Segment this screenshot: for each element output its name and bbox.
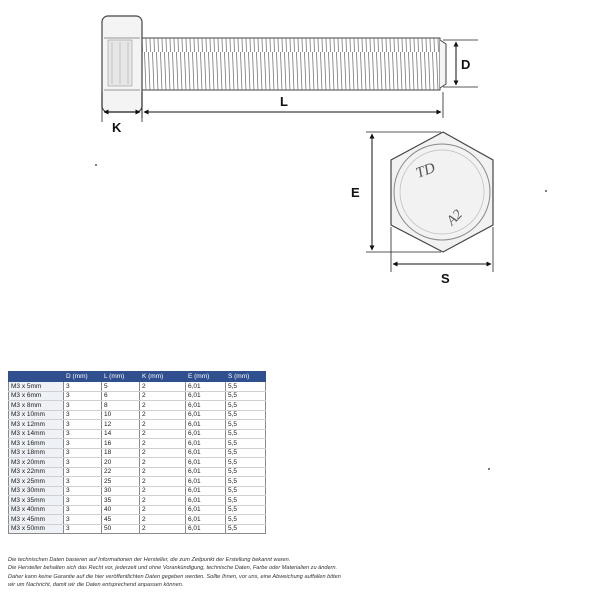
speck [545, 190, 547, 192]
table-cell: 2 [140, 420, 186, 430]
table-cell-size: M3 x 20mm [9, 458, 64, 468]
table-cell: 6,01 [186, 401, 226, 411]
table-cell: 45 [102, 515, 140, 525]
table-cell: 2 [140, 448, 186, 458]
table-cell-size: M3 x 22mm [9, 467, 64, 477]
table-cell: 6 [102, 391, 140, 401]
table-cell: 25 [102, 477, 140, 487]
dimension-e-label: E [351, 185, 360, 200]
table-cell: 2 [140, 486, 186, 496]
table-cell: 3 [64, 391, 102, 401]
table-cell: 3 [64, 429, 102, 439]
table-cell: 5,5 [226, 524, 266, 534]
dimension-l-label: L [280, 94, 288, 109]
table-cell: 6,01 [186, 467, 226, 477]
table-cell: 6,01 [186, 496, 226, 506]
table-row [9, 505, 266, 515]
table-cell: 5,5 [226, 410, 266, 420]
table-row [9, 524, 266, 534]
table-cell: 5,5 [226, 448, 266, 458]
disclaimer-line: Die technischen Daten basieren auf Informationen der Hersteller, die zum Zeitpunkt der Erstellung bekannt waren. [8, 557, 291, 563]
table-cell-size: M3 x 45mm [9, 515, 64, 525]
table-row [9, 458, 266, 468]
dimension-d-label: D [461, 57, 471, 72]
speck [488, 468, 490, 470]
table-cell: 10 [102, 410, 140, 420]
table-cell: 2 [140, 515, 186, 525]
table-cell-size: M3 x 50mm [9, 524, 64, 534]
table-row [9, 496, 266, 506]
table-cell: 6,01 [186, 410, 226, 420]
table-header-cell: E (mm) [186, 372, 226, 382]
disclaimer-line: wir um Nachricht, damit wir die Daten entsprechend anpassen können. [8, 582, 184, 589]
head-marking-a2: A2 [444, 207, 466, 229]
table-row [9, 486, 266, 496]
table-row [9, 439, 266, 449]
table-cell-size: M3 x 25mm [9, 477, 64, 487]
table-cell-size: M3 x 40mm [9, 505, 64, 515]
table-row [9, 477, 266, 487]
table-cell: 6,01 [186, 391, 226, 401]
table-cell: 3 [64, 505, 102, 515]
table-cell: 14 [102, 429, 140, 439]
table-header-cell: L (mm) [102, 372, 140, 382]
table-cell: 2 [140, 410, 186, 420]
table-cell: 2 [140, 382, 186, 392]
table-cell: 6,01 [186, 458, 226, 468]
table-row [9, 429, 266, 439]
bolt-shank [142, 38, 440, 90]
dimension-s-label: S [441, 271, 450, 286]
table-cell: 6,01 [186, 382, 226, 392]
table-cell: 2 [140, 458, 186, 468]
table-cell: 5,5 [226, 515, 266, 525]
dimension-l [142, 92, 443, 118]
table-cell-size: M3 x 30mm [9, 486, 64, 496]
table-cell: 2 [140, 496, 186, 506]
table-cell: 3 [64, 439, 102, 449]
table-cell: 5,5 [226, 391, 266, 401]
table-cell: 2 [140, 401, 186, 411]
disclaimer-line: Die Hersteller behalten sich das Recht vor, jederzeit und ohne Vorankündigung, technische Daten, Farbe oder Materialien zu ändern. [8, 565, 338, 572]
table-cell-size: M3 x 5mm [9, 382, 64, 392]
disclaimer [8, 556, 408, 590]
table-cell: 6,01 [186, 477, 226, 487]
table-cell: 5,5 [226, 486, 266, 496]
table-cell: 6,01 [186, 505, 226, 515]
table-cell: 16 [102, 439, 140, 449]
table-cell: 5,5 [226, 439, 266, 449]
table-cell: 5,5 [226, 496, 266, 506]
table-header-cell: S (mm) [226, 372, 266, 382]
table-row [9, 420, 266, 430]
table-cell: 5 [102, 382, 140, 392]
table-row [9, 410, 266, 420]
table-cell: 3 [64, 448, 102, 458]
table-cell: 6,01 [186, 515, 226, 525]
bolt-head-top-view [391, 132, 493, 252]
table-cell: 5,5 [226, 505, 266, 515]
bolt-side-view [102, 16, 446, 112]
table-cell-size: M3 x 8mm [9, 401, 64, 411]
table-header-row [9, 372, 266, 382]
table-row [9, 515, 266, 525]
table-cell: 3 [64, 401, 102, 411]
head-marking-td: TD [413, 160, 438, 182]
spec-table [8, 371, 266, 534]
table-cell: 18 [102, 448, 140, 458]
table-cell: 3 [64, 477, 102, 487]
speck [95, 164, 97, 166]
table-cell: 2 [140, 477, 186, 487]
table-cell: 5,5 [226, 382, 266, 392]
dimension-d [443, 40, 478, 87]
table-cell-size: M3 x 14mm [9, 429, 64, 439]
table-cell: 2 [140, 524, 186, 534]
table-cell-size: M3 x 16mm [9, 439, 64, 449]
table-cell: 2 [140, 467, 186, 477]
table-cell: 3 [64, 467, 102, 477]
table-cell-size: M3 x 10mm [9, 410, 64, 420]
table-cell: 50 [102, 524, 140, 534]
table-header-cell: K (mm) [140, 372, 186, 382]
table-cell: 2 [140, 439, 186, 449]
table-cell: 20 [102, 458, 140, 468]
table-row [9, 391, 266, 401]
table-body [9, 382, 266, 534]
table-cell: 3 [64, 496, 102, 506]
table-cell: 6,01 [186, 420, 226, 430]
table-cell: 5,5 [226, 467, 266, 477]
table-cell: 30 [102, 486, 140, 496]
table-cell: 6,01 [186, 486, 226, 496]
table-cell: 6,01 [186, 448, 226, 458]
table-cell: 2 [140, 429, 186, 439]
table-cell: 40 [102, 505, 140, 515]
table-row [9, 448, 266, 458]
table-cell: 5,5 [226, 458, 266, 468]
table-cell-size: M3 x 18mm [9, 448, 64, 458]
table-cell: 6,01 [186, 429, 226, 439]
table-header-cell: D (mm) [64, 372, 102, 382]
disclaimer-line: Daher kann keine Garantie auf die hier veröffentlichten Daten gegeben werden. Sollte Ihnen, vor uns, eine Abweichung auffallen bitten [8, 573, 341, 580]
table-cell: 3 [64, 382, 102, 392]
table-cell: 3 [64, 486, 102, 496]
table-cell: 5,5 [226, 429, 266, 439]
table-cell: 2 [140, 391, 186, 401]
table-cell-size: M3 x 6mm [9, 391, 64, 401]
table-cell-size: M3 x 12mm [9, 420, 64, 430]
table-row [9, 382, 266, 392]
table-cell: 3 [64, 410, 102, 420]
table-cell: 35 [102, 496, 140, 506]
table-cell: 8 [102, 401, 140, 411]
table-cell: 3 [64, 420, 102, 430]
table-header-cell [9, 372, 64, 382]
table-cell: 22 [102, 467, 140, 477]
table-cell: 3 [64, 458, 102, 468]
table-cell-size: M3 x 35mm [9, 496, 64, 506]
table-cell: 5,5 [226, 401, 266, 411]
table-cell: 5,5 [226, 420, 266, 430]
table-row [9, 401, 266, 411]
table-cell: 6,01 [186, 524, 226, 534]
table-cell: 6,01 [186, 439, 226, 449]
table-cell: 3 [64, 524, 102, 534]
table-cell: 3 [64, 515, 102, 525]
dimension-k-label: K [112, 120, 122, 135]
table-cell: 5,5 [226, 477, 266, 487]
table-cell: 12 [102, 420, 140, 430]
table-cell: 2 [140, 505, 186, 515]
table-row [9, 467, 266, 477]
